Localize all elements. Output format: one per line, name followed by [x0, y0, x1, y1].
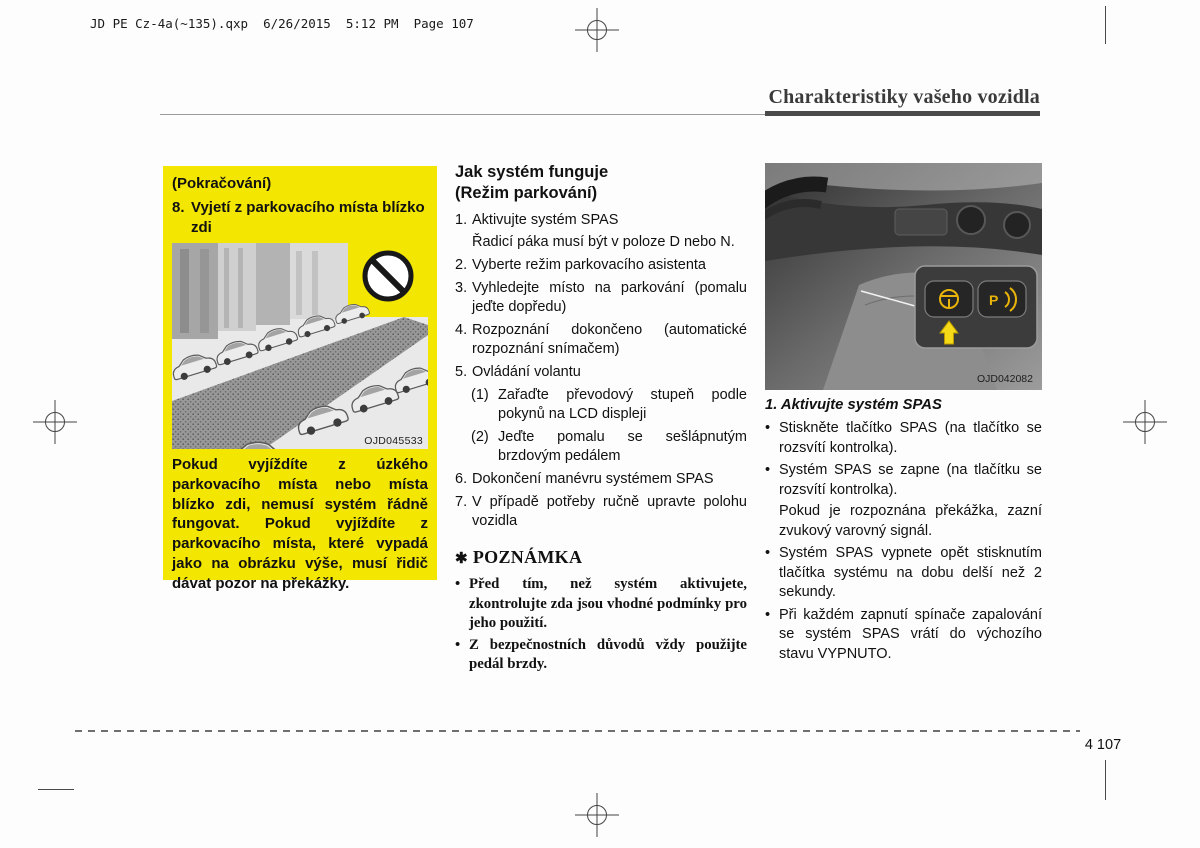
parking-illustration	[172, 243, 428, 449]
trim-mark-bottom-right	[1105, 760, 1106, 800]
bullet-icon: •	[765, 545, 771, 561]
interior-photo	[765, 163, 1042, 390]
procedure-steps	[455, 211, 747, 531]
activation-bullet-3: • Systém SPAS vypnete opět stisknutím tlačítka systému na dobu delší než 2 sekundy.	[765, 544, 1042, 603]
note-bullet-2: • Z bezpečnostních důvodů vždy použijte pedál brzdy.	[455, 636, 747, 675]
list-item-8	[172, 198, 428, 238]
trim-mark-top-right	[1105, 6, 1106, 44]
continuation-label: (Pokračování)	[172, 175, 272, 192]
step-6: 6. Dokončení manévru systémem SPAS	[455, 471, 714, 487]
print-slug: JD PE Cz-4a(~135).qxp 6/26/2015 5:12 PM Page 107	[90, 16, 474, 31]
step-7: 7. V případě potřeby ručně upravte polohu vozidla	[455, 494, 747, 529]
step-5-sub-2: (2) Jeďte pomalu se sešlápnutým brzdovým pedálem	[471, 429, 747, 464]
bullet-icon: •	[765, 606, 771, 623]
step-3: 3. Vyhledejte místo na parkování (pomalu jeďte dopředu)	[455, 280, 747, 315]
bullet-icon: •	[455, 576, 461, 592]
chapter-title: Charakteristiky vašeho vozidla	[768, 86, 1040, 108]
registration-mark-right	[1123, 400, 1167, 444]
trim-mark-bottom-left	[38, 789, 74, 790]
photo-caption: OJD042082	[976, 373, 1033, 385]
asterisk-icon: ✱	[455, 551, 468, 567]
note-bullet-1: • Před tím, než systém aktivujete, zkontrolujte zda jsou vhodné podmínky pro jeho použití.	[455, 575, 747, 634]
note-heading: ✱ POZNÁMKA	[455, 547, 583, 567]
button-panel-inset	[915, 266, 1037, 348]
registration-mark-left	[33, 400, 77, 444]
bullet-icon: •	[765, 420, 771, 436]
step-1: 1. Aktivujte systém SPAS	[455, 212, 619, 228]
bullet-icon: •	[455, 636, 461, 653]
footer-dashed-rule	[75, 730, 1080, 732]
registration-mark-top	[575, 8, 619, 52]
activation-column	[765, 163, 1042, 667]
activation-bullet-2: • Systém SPAS se zapne (na tlačítku se rozsvítí kontrolka).	[765, 461, 1042, 500]
step-5-sub-1: (1) Zařaďte převodový stupeň podle pokynů na LCD displeji	[471, 387, 747, 422]
step-5: 5. Ovládání volantu	[455, 364, 581, 380]
procedure-column	[455, 162, 747, 677]
activation-subheading: 1. Aktivujte systém SPAS	[765, 397, 942, 413]
activation-bullet-4: • Při každém zapnutí spínače zapalování se systém SPAS vrátí do výchozího stavu VYPNUTO.	[765, 606, 1042, 665]
parking-assist-button[interactable]	[978, 281, 1026, 317]
note-block	[455, 547, 747, 675]
registration-mark-bottom	[575, 793, 619, 837]
section-heading-line1: Jak systém funguje	[455, 163, 609, 181]
page-number: 4 107	[1084, 737, 1122, 753]
step-2: 2. Vyberte režim parkovacího asistenta	[455, 257, 706, 273]
parking-illustration-svg	[172, 243, 428, 449]
svg-text:P: P	[989, 292, 999, 308]
activation-bullet-1: • Stiskněte tlačítko SPAS (na tlačítko se rozsvítí kontrolka).	[765, 419, 1042, 458]
warning-paragraph: Pokud vyjíždíte z úzkého parkovacího místa nebo místa blízko zdi, nemusí systém řádně fungovat. Pokud vyjíždíte z parkovacího místa, které vypadá jako na obrázku výše, musí řidič dávat pozor na překážky.	[172, 456, 428, 592]
activation-bullet-2-detail: Pokud je rozpoznána překážka, zazní zvukový varovný signál.	[779, 503, 1042, 539]
section-heading-line2: (Režim parkování)	[455, 184, 598, 202]
continuation-warning-box	[163, 166, 437, 592]
item-title: Vyjetí z parkovacího místa blízko zdi	[191, 199, 425, 236]
header-rule-thick	[765, 111, 1040, 116]
step-1-detail: Řadicí páka musí být v poloze D nebo N.	[472, 234, 735, 250]
bullet-icon: •	[765, 462, 771, 478]
item-number: 8.	[172, 199, 185, 216]
illustration-caption: OJD045533	[364, 435, 423, 447]
interior-photo-svg	[765, 163, 1042, 390]
step-4: 4. Rozpoznání dokončeno (automatické rozpoznání snímačem)	[455, 322, 747, 357]
